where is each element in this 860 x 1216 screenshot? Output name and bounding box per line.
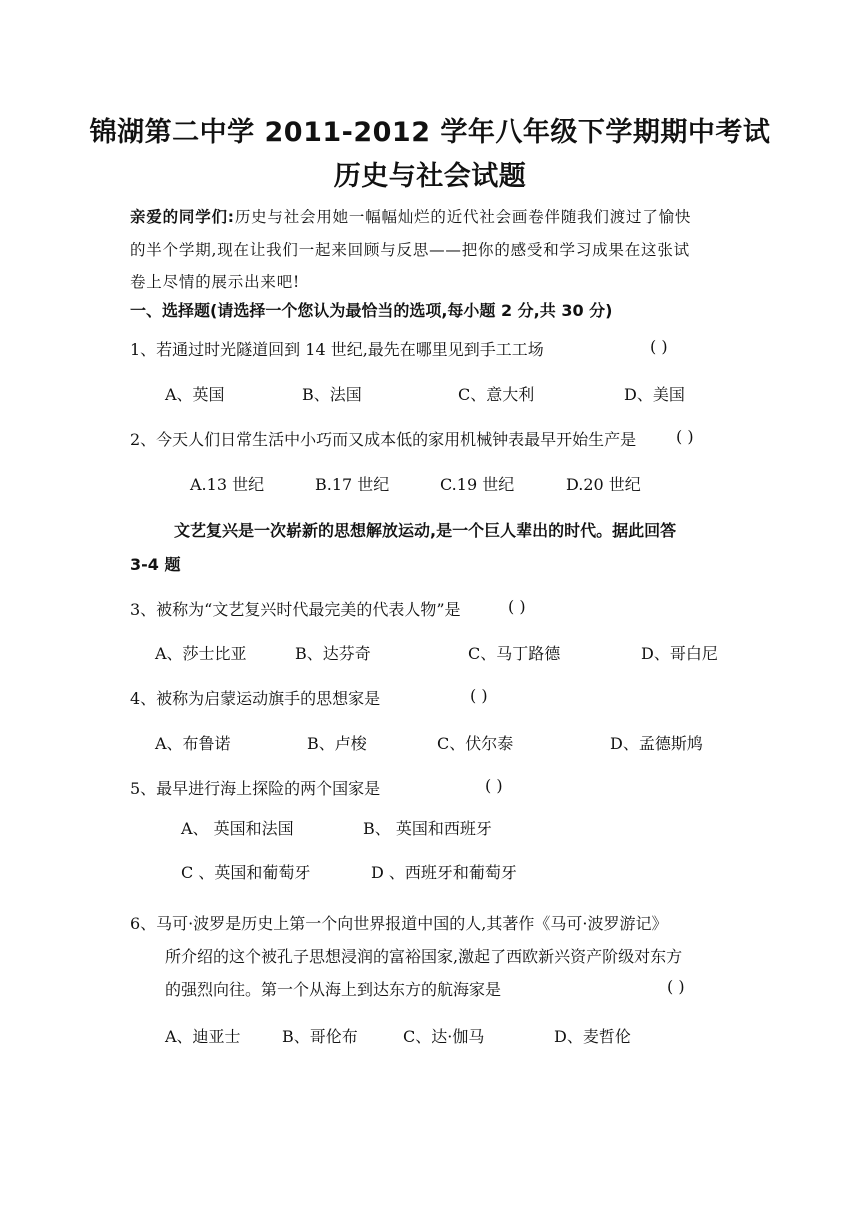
question-2-option-d: D.20 世纪 (566, 475, 641, 494)
question-6-option-a: A、迪亚士 (165, 1027, 241, 1046)
question-2-option-a: A.13 世纪 (190, 475, 265, 494)
question-3-option-d: D、哥白尼 (641, 644, 718, 663)
question-1-option-a: A、英国 (165, 385, 225, 404)
question-6-answer-blank: ( ) (667, 977, 685, 996)
intro-greeting: 亲爱的同学们: (130, 208, 235, 226)
question-6-option-d: D、麦哲伦 (554, 1027, 631, 1046)
question-3-text: 3、被称为“文艺复兴时代最完美的代表人物”是 (130, 600, 461, 619)
question-1-option-c: C、意大利 (458, 385, 535, 404)
intro-text-1: 历史与社会用她一幅幅灿烂的近代社会画卷伴随我们渡过了愉快 (234, 208, 692, 226)
question-4-answer-blank: ( ) (470, 686, 488, 705)
question-3-option-b: B、达芬奇 (295, 644, 371, 663)
question-5-text: 5、最早进行海上探险的两个国家是 (130, 779, 381, 798)
intro-line1 (130, 205, 691, 227)
question-4-option-d: D、孟德斯鸠 (610, 734, 703, 753)
question-6-text-line3: 的强烈向往。第一个从海上到达东方的航海家是 (165, 980, 502, 999)
question-1-option-b: B、法国 (302, 385, 362, 404)
question-1-text: 1、若通过时光隧道回到 14 世纪,最先在哪里见到手工工场 (130, 340, 544, 359)
intro-line2: 的半个学期,现在让我们一起来回顾与反思——把你的感受和学习成果在这张试 (130, 241, 690, 259)
question-2-option-c: C.19 世纪 (440, 475, 515, 494)
question-6-option-b: B、哥伦布 (282, 1027, 358, 1046)
lead-in-line2: 3-4 题 (130, 555, 181, 574)
question-2-option-b: B.17 世纪 (315, 475, 390, 494)
question-6-text-line1: 6、马可·波罗是历史上第一个向世界报道中国的人,其著作《马可·波罗游记》 (130, 914, 668, 933)
question-5-option-a: A、 英国和法国 (181, 819, 294, 838)
question-3-option-a: A、莎士比亚 (155, 644, 247, 663)
exam-title-line1: 锦湖第二中学 2011-2012 学年八年级下学期期中考试 (89, 117, 771, 148)
question-4-option-a: A、布鲁诺 (155, 734, 231, 753)
question-6-text-line2: 所介绍的这个被孔子思想浸润的富裕国家,激起了西欧新兴资产阶级对东方 (165, 947, 683, 966)
section-heading-choice: 一、选择题(请选择一个您认为最恰当的选项,每小题 2 分,共 30 分) (130, 301, 613, 320)
question-6-option-c: C、达·伽马 (403, 1027, 485, 1046)
question-5-answer-blank: ( ) (485, 776, 503, 795)
question-5-option-c: C 、英国和葡萄牙 (181, 863, 311, 882)
question-5-option-b: B、 英国和西班牙 (363, 819, 492, 838)
question-4-option-b: B、卢梭 (307, 734, 367, 753)
question-4-option-c: C、伏尔泰 (437, 734, 514, 753)
question-1-option-d: D、美国 (624, 385, 685, 404)
question-1-answer-blank: ( ) (650, 337, 668, 356)
question-2-text: 2、今天人们日常生活中小巧而又成本低的家用机械钟表最早开始生产是 (130, 430, 637, 449)
question-3-answer-blank: ( ) (508, 597, 526, 616)
question-4-text: 4、被称为启蒙运动旗手的思想家是 (130, 689, 381, 708)
intro-line3: 卷上尽情的展示出来吧! (130, 273, 301, 291)
question-3-option-c: C、马丁路德 (468, 644, 561, 663)
question-2-answer-blank: ( ) (676, 427, 694, 446)
question-5-option-d: D 、西班牙和葡萄牙 (371, 863, 517, 882)
lead-in-line1: 文艺复兴是一次崭新的思想解放运动,是一个巨人辈出的时代。据此回答 (174, 521, 677, 540)
exam-title-line2: 历史与社会试题 (333, 161, 527, 192)
